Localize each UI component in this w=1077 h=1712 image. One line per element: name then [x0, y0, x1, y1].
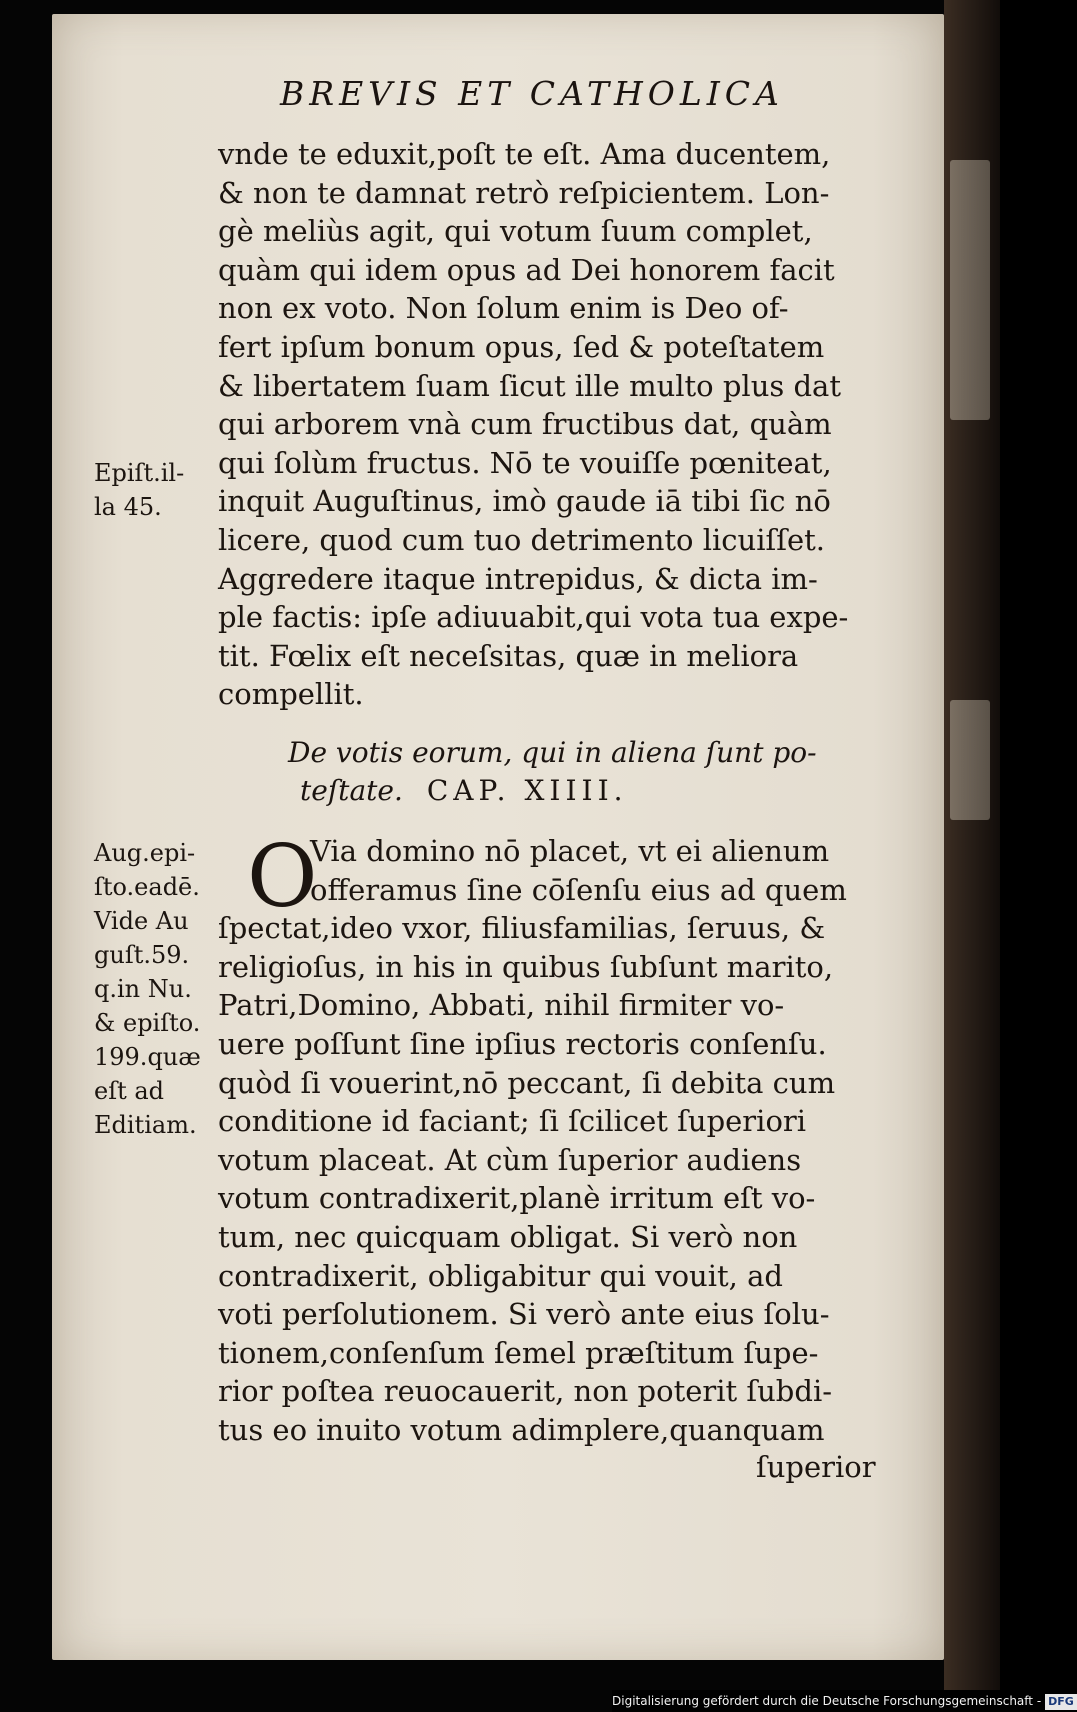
running-head: BREVIS ET CATHOLICA: [280, 74, 784, 113]
text-line: vnde te eduxit,poſt te eſt. Ama ducentem,: [218, 137, 831, 171]
text-line: tus eo inuito votum adimplere,quanquam: [218, 1412, 825, 1447]
margin-note-line: Aug.epi-: [94, 839, 196, 867]
credit-text: Digitalisierung gefördert durch die Deutsche Forschungsgemeinschaft -: [612, 1694, 1042, 1708]
margin-note-augustine: [94, 836, 234, 1142]
text-line: religioſus, in his in quibus ſubſunt marito,: [218, 949, 834, 984]
text-line: tionem,conſenſum ſemel præſtitum ſupe-: [218, 1335, 819, 1370]
text-line: qui arborem vnà cum fructibus dat, quàm: [218, 407, 832, 442]
text-line: votum contradixerit,planè irritum eſt vo-: [218, 1181, 816, 1216]
text-line: non ex voto. Non ſolum enim is Deo of-: [218, 291, 789, 326]
text-line: ſpectat,ideo vxor, filiusfamilias, ſeruus, &: [218, 911, 826, 946]
chapter-title-line: De votis eorum, qui in aliena ſunt po-: [288, 736, 817, 769]
chapter-title-line: [288, 772, 848, 810]
text-line: inquit Auguſtinus, imò gaude iā tibi ſic nō: [218, 484, 831, 519]
text-line: tum, nec quicquam obligat. Si verò non: [218, 1219, 798, 1254]
text-line: quàm qui idem opus ad Dei honorem facit: [218, 252, 835, 287]
margin-note-line: & epiſto.: [94, 1009, 201, 1037]
text-line: voti perſolutionem. Si verò ante eius ſolu-: [218, 1297, 830, 1332]
margin-note-line: Epiſt.il-: [94, 459, 185, 487]
text-line: tit. Fœlix eſt neceſsitas, quæ in meliora: [218, 638, 799, 673]
text-line: Aggredere itaque intrepidus, & dicta im-: [218, 561, 818, 596]
chapter-title-end: teſtate.: [300, 774, 403, 807]
book-edge: [944, 0, 1000, 1712]
margin-note-line: Editiam.: [94, 1111, 197, 1139]
text-line: uere poſſunt ſine ipſius rectoris conſenſu.: [218, 1026, 827, 1061]
margin-note-line: 199.quæ: [94, 1043, 201, 1071]
margin-note-line: guſt.59.: [94, 941, 190, 969]
margin-note-line: ſto.eadē.: [94, 873, 200, 901]
paragraph-1: [218, 135, 878, 714]
text-line: conditione id faciant; ſi ſcilicet ſuperiori: [218, 1104, 807, 1139]
margin-note-line: q.in Nu.: [94, 975, 192, 1003]
margin-note-line: la 45.: [94, 493, 162, 521]
text-line: compellit.: [218, 677, 364, 712]
chapter-heading: [288, 734, 848, 810]
margin-note-epistle: [94, 456, 234, 524]
paragraph-2: [218, 827, 878, 1450]
digitization-credit: [612, 1690, 1074, 1712]
text-line: Via domino nō placet, vt ei alienum: [310, 834, 830, 868]
catchword: ſuperior: [756, 1450, 876, 1484]
text-line: votum placeat. At cùm ſuperior audiens: [218, 1142, 802, 1177]
text-line: ple factis: ipſe adiuuabit,qui vota tua expe-: [218, 600, 849, 635]
text-line: qui ſolùm fructus. Nō te vouiſſe pœniteat,: [218, 445, 832, 480]
page-edge-shadow: [950, 700, 990, 820]
text-line: Patri,Domino, Abbati, nihil firmiter vo-: [218, 988, 785, 1023]
margin-note-line: Vide Au: [94, 907, 189, 935]
text-line: offeramus ſine cōſenſu eius ad quem: [310, 872, 847, 907]
dfg-logo: DFG: [1045, 1694, 1077, 1710]
text-line: fert ipſum bonum opus, ſed & poteſtatem: [218, 329, 825, 364]
text-line: quòd ſi vouerint,nō peccant, ſi debita cum: [218, 1065, 836, 1100]
text-line: contradixerit, obligabitur qui vouit, ad: [218, 1258, 783, 1293]
page-edge-shadow: [950, 160, 990, 420]
margin-note-line: eſt ad: [94, 1077, 165, 1105]
text-line: & libertatem ſuam ſicut ille multo plus dat: [218, 368, 841, 403]
text-line: & non te damnat retrò reſpicientem. Lon-: [218, 175, 830, 210]
text-line: gè meliùs agit, qui votum ſuum complet,: [218, 214, 813, 249]
chapter-number: CAP. XIIII.: [426, 774, 628, 807]
drop-capital: O: [247, 827, 318, 927]
text-line: rior poſtea reuocauerit, non poterit ſubdi-: [218, 1374, 833, 1409]
text-line: licere, quod cum tuo detrimento licuiſſet.: [218, 522, 825, 557]
